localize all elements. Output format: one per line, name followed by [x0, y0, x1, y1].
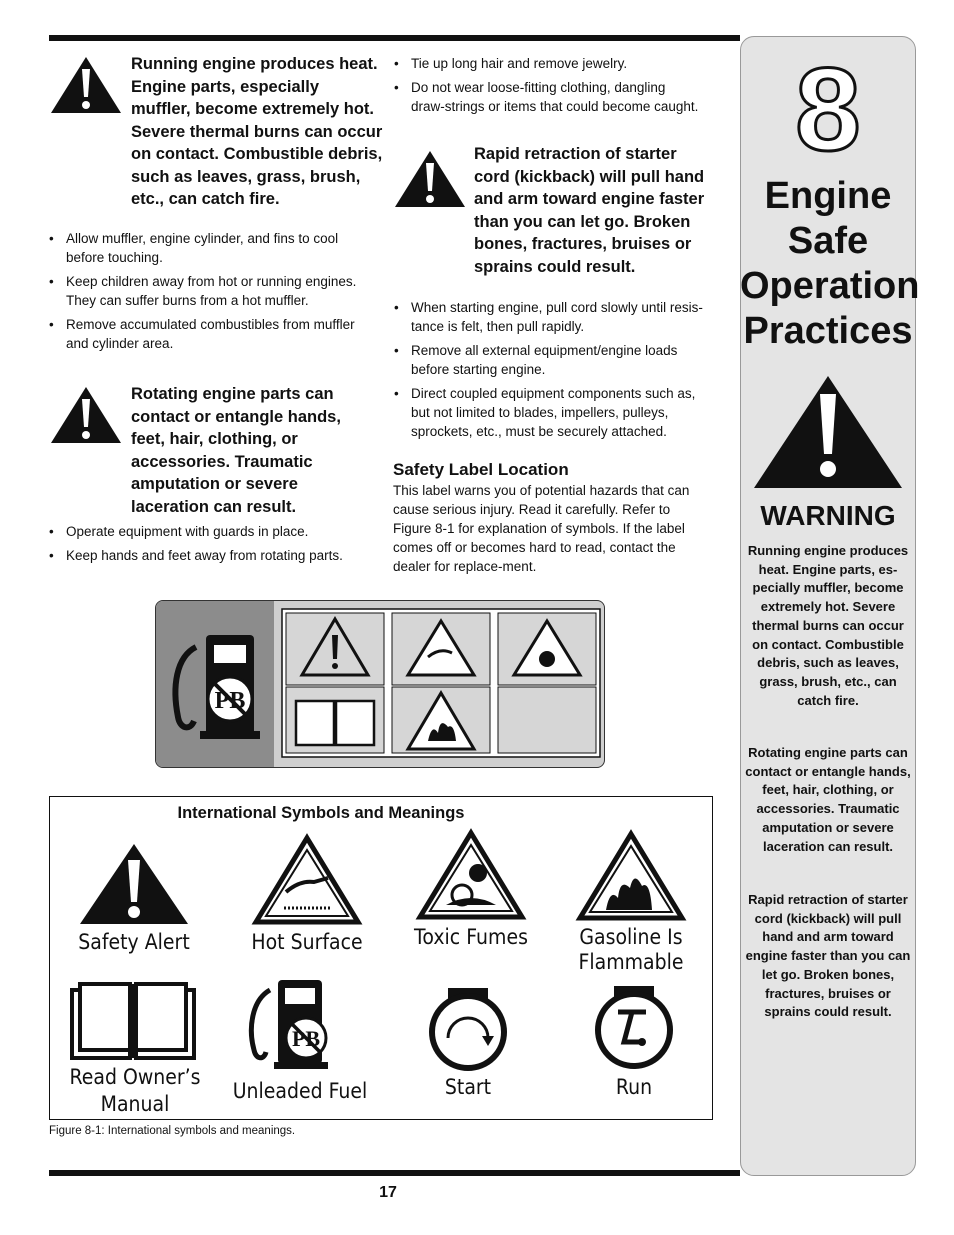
safety-label-heading: Safety Label Location	[393, 460, 569, 479]
list-item: • Keep hands and feet away from rotating parts.	[49, 546, 379, 565]
run-label: Run	[615, 1075, 653, 1099]
chapter-title-line: Practices	[743, 310, 913, 352]
list-item: • Do not wear loose-fitting clothing, dangling draw-strings or items that could become caught.	[394, 78, 699, 116]
safety-label-paragraph: This label warns you of potential hazards that can cause serious injury. Read it carefully. Refer to Figure 8-1 for explanation of symbols. If the label comes off or becomes hard to read, contact the dealer for replace-ment.	[393, 483, 690, 574]
hot-surface-label: Hot Surface	[251, 930, 363, 954]
figure-caption: Figure 8-1: International symbols and meanings.	[49, 1125, 296, 1137]
hot-surface-icon	[252, 834, 362, 926]
toxic-fumes-label: Toxic Fumes	[414, 925, 528, 949]
chapter-title	[740, 174, 920, 354]
list-item: • Keep children away from hot or running engines. They can suffer burns from a hot muffler.	[49, 272, 379, 310]
safety-alert-icon	[78, 842, 190, 926]
start-icon	[426, 986, 510, 1072]
flammable-label-line1: Gasoline Is	[579, 925, 683, 949]
warning-rotating-text: Rotating engine parts can contact or entangle hands, feet, hair, clothing, or accessories. Traumatic amputation or severe laceration can result.	[131, 385, 341, 516]
top-rule	[49, 35, 740, 41]
run-icon	[592, 984, 676, 1070]
starting-bullet-list	[394, 298, 712, 446]
list-item: • When starting engine, pull cord slowly until resis-tance is felt, then pull rapidly.	[394, 298, 712, 336]
chapter-title-line: Operation	[740, 265, 920, 307]
list-item: • Tie up long hair and remove jewelry.	[394, 54, 699, 73]
bottom-rule	[49, 1170, 740, 1176]
flammable-icon	[576, 830, 686, 922]
safety-alert-label: Safety Alert	[78, 930, 190, 954]
chapter-title-line: Engine	[764, 175, 892, 217]
clothing-bullet-list	[394, 54, 699, 121]
pb-text: PB	[214, 688, 246, 714]
pb-text: PB	[291, 1026, 321, 1051]
list-item: • Remove accumulated combustibles from muffler and cylinder area.	[49, 315, 379, 353]
unleaded-fuel-label: Unleaded Fuel	[232, 1079, 368, 1103]
book-icon	[68, 980, 198, 1062]
list-item: • Remove all external equipment/engine loads before starting engine.	[394, 341, 712, 379]
list-item: • Operate equipment with guards in place.	[49, 522, 379, 541]
warning-triangle-icon	[49, 385, 123, 445]
label-symbol-grid	[282, 609, 600, 757]
warning-triangle-icon	[49, 55, 123, 115]
start-label: Start	[444, 1075, 492, 1099]
chapter-number: 8	[795, 44, 861, 176]
read-manual-label-line1: Read Owner’s	[69, 1065, 201, 1089]
chapter-title-line: Safe	[787, 220, 869, 262]
unleaded-fuel-icon	[248, 976, 338, 1072]
sidebar-warning-heat: Running engine produces heat. Engine parts, es-pecially muffler, become extremely hot. Severe thermal burns can occur on contact. Combustible debris, such as leaves, grass, brush, etc., can catch fire.	[747, 543, 909, 708]
warning-heat-text: Running engine produces heat. Engine parts, especially muffler, become extremely hot. Severe thermal burns can occur on contact. Combustible debris, such as leaves, grass, brush, etc., can catch fire.	[131, 55, 383, 208]
sidebar-warning-kickback: Rapid retraction of starter cord (kickback) will pull hand and arm toward engine faster than you can let go. Broken bones, fractures, bruises or sprains could result.	[745, 892, 911, 1020]
list-item: • Allow muffler, engine cylinder, and fins to cool before touching.	[49, 229, 379, 267]
warning-triangle-icon	[393, 149, 467, 209]
list-item: • Direct coupled equipment components such as, but not limited to blades, impellers, pulleys, sprockets, etc., must be securely attached.	[394, 384, 712, 441]
symbols-title: International Symbols and Meanings	[177, 804, 465, 822]
flammable-label-line2: Flammable	[578, 950, 684, 974]
toxic-fumes-icon	[416, 829, 526, 921]
safety-label-graphic	[155, 600, 605, 768]
unleaded-fuel-icon	[168, 627, 268, 745]
sidebar-warning-rotating: Rotating engine parts can contact or entangle hands, feet, hair, clothing, or accessories. Traumatic amputation or severe laceration can result.	[745, 745, 911, 854]
page-number: 17	[379, 1184, 397, 1201]
read-manual-label-line2: Manual	[100, 1092, 170, 1116]
rotating-bullet-list	[49, 522, 379, 570]
warning-heading: WARNING	[760, 500, 896, 531]
heat-bullet-list	[49, 229, 379, 358]
warning-triangle-icon	[752, 374, 904, 490]
warning-kickback-text: Rapid retraction of starter cord (kickback) will pull hand and arm toward engine faster than you can let go. Broken bones, fractures, bruises or sprains could result.	[474, 145, 705, 276]
